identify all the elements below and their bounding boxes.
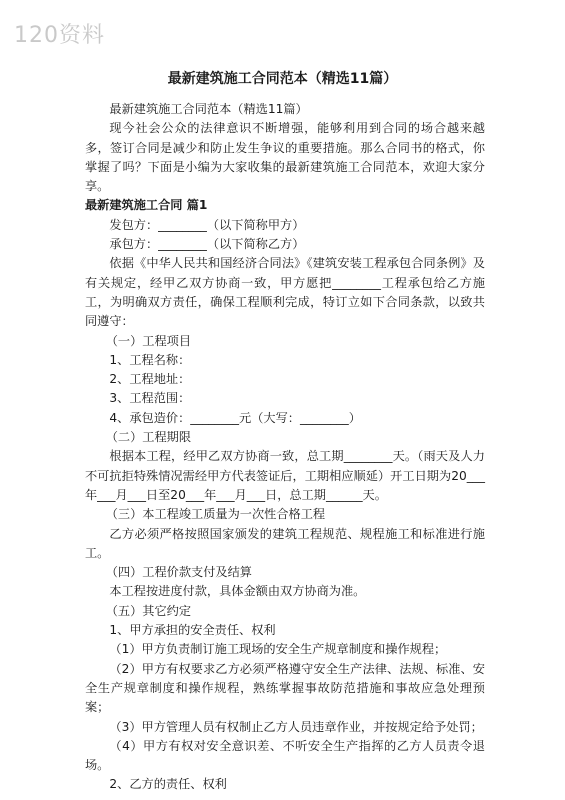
paragraph: （2）甲方有权要求乙方必须严格遵守安全生产法律、法规、标准、安全生产规章制度和操作规程，熟练掌握事故防范措施和事故应急处理预案；: [85, 661, 485, 715]
paragraph: 2、工程地址：: [109, 372, 191, 387]
paragraph: （一）工程项目: [105, 333, 192, 348]
paragraph: 依据《中华人民共和国经济合同法》《建筑安装工程承包合同条例》及有关规定，经甲乙双方协商一致，甲方愿把________工程承包给乙方施工，为明确双方责任，确保工程顺利完成，特订立如下合同条款，以致共同遵守：: [85, 256, 485, 329]
watermark: 120资料: [14, 23, 105, 48]
paragraph: （4）甲方有权对安全意识差、不听安全生产指挥的乙方人员责令退场。: [85, 738, 485, 773]
document-body: [85, 100, 485, 795]
document-title: 最新建筑施工合同范本（精选11篇）: [167, 71, 398, 87]
paragraph: 3、工程范围：: [109, 391, 191, 406]
paragraph: （1）甲方负责制订施工现场的安全生产规章制度和操作规程；: [109, 642, 447, 657]
paragraph: （四）工程价款支付及结算: [105, 565, 252, 580]
paragraph: （二）工程期限: [105, 430, 192, 445]
paragraph: 发包方：________（以下简称甲方）: [109, 217, 305, 232]
paragraph: （3）甲方管理人员有权制止乙方人员违章作业，并按规定给予处罚；: [109, 719, 483, 734]
paragraph: 根据本工程，经甲乙双方协商一致，总工期________天。（雨天及人力不可抗拒特殊情况需经甲方代表签证后，工期相应顺延）开工日期为20___年___月___日至20___年___月___日，总工期______天。: [85, 449, 485, 502]
paragraph: 4、承包造价：________元（大写：________）: [109, 410, 361, 425]
paragraph: 2、乙方的责任、权利: [109, 777, 227, 792]
paragraph: 1、甲方承担的安全责任、权利: [109, 623, 276, 638]
paragraph: （三）本工程竣工质量为一次性合格工程: [105, 507, 326, 522]
paragraph: 现今社会公众的法律意识不断增强，能够利用到合同的场合越来越多，签订合同是减少和防止发生争议的重要措施。那么合同书的格式，你掌握了吗？下面是小编为大家收集的最新建筑施工合同范本，欢迎大家分享。: [85, 121, 485, 194]
paragraph: 最新建筑施工合同范本（精选11篇）: [109, 102, 308, 116]
paragraph: 1、工程名称：: [109, 352, 191, 367]
paragraph: （五）其它约定: [105, 603, 192, 618]
paragraph: 最新建筑施工合同 篇1: [85, 198, 208, 213]
paragraph: 乙方必须严格按照国家颁发的建筑工程规范、规程施工和标准进行施工。: [85, 526, 485, 560]
paragraph: 承包方：________（以下简称乙方）: [109, 237, 305, 252]
paragraph: 本工程按进度付款，具体金额由双方协商为准。: [109, 584, 366, 599]
